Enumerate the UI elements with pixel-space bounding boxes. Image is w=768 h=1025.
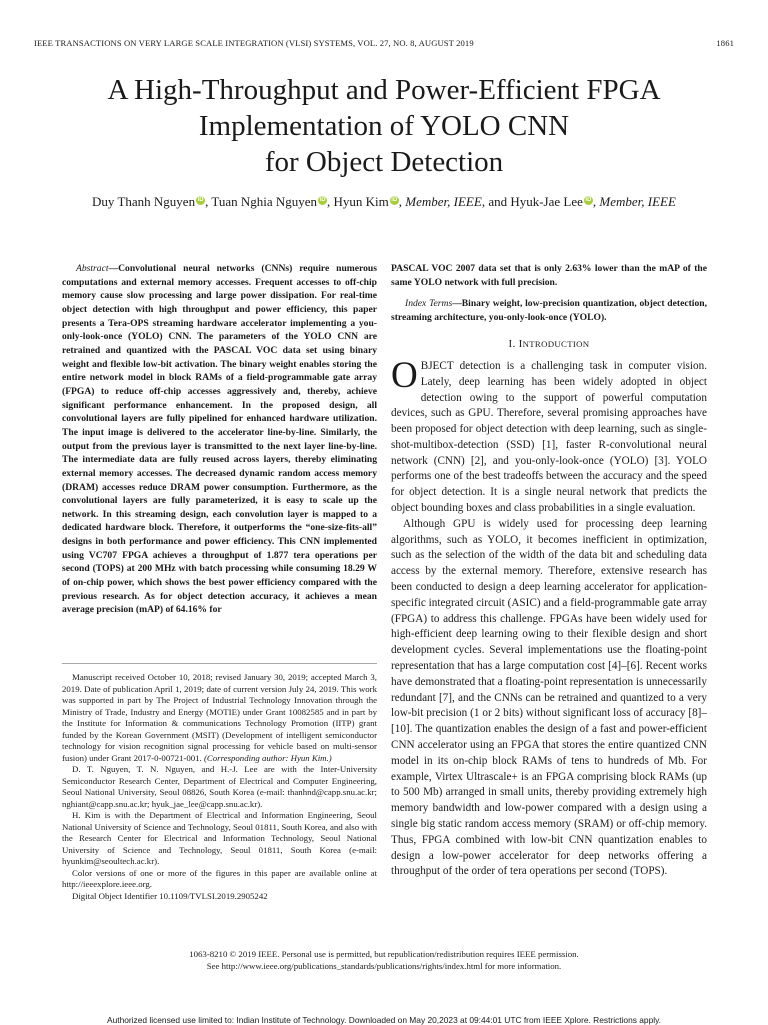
right-column bbox=[391, 262, 707, 880]
left-column bbox=[62, 262, 377, 617]
title-line-2: Implementation of YOLO CNN bbox=[198, 110, 570, 142]
index-terms bbox=[391, 297, 707, 324]
title-line-1: A High-Throughput and Power-Efficient FPGA bbox=[107, 74, 661, 106]
author-list: Duy Thanh Nguyen iD , Tuan Nghia Nguyen iD , Hyun Kim iD , Member, IEEE, and Hyuk-Jae Lee iD , Member, IEEE bbox=[92, 194, 676, 209]
abstract-dash: — bbox=[108, 263, 119, 274]
footnote-affiliation-1: D. T. Nguyen, T. N. Nguyen, and H.-J. Lee are with the Inter-University Semiconductor Research Center, Department of Electrical and Computer Engineering, Seoul National University, Seoul 08826, South Korea (e-mail: thanhnd@capp.snu.ac.kr; nghiant@capp.snu.ac.kr; hyuk_jae_lee@capp.snu.ac.kr). bbox=[62, 764, 377, 809]
index-terms-text: Binary weight, low-precision quantization, object detection, streaming architecture, you-only-look-once (YOLO). bbox=[391, 298, 708, 323]
copyright-line-1: 1063-8210 © 2019 IEEE. Personal use is permitted, but republication/redistribution requires IEEE permission. bbox=[189, 949, 579, 959]
footnote-divider bbox=[62, 663, 377, 664]
title-line-3: for Object Detection bbox=[264, 146, 504, 178]
orcid-icon[interactable]: iD bbox=[319, 197, 326, 203]
section-heading bbox=[391, 338, 707, 350]
running-header bbox=[34, 38, 734, 48]
journal-name: IEEE TRANSACTIONS ON VERY LARGE SCALE INTEGRATION (VLSI) SYSTEMS, VOL. 27, NO. 8, AUGUST 2019 bbox=[34, 38, 474, 48]
intro-paragraph-1 bbox=[391, 354, 707, 517]
footnote-text: Manuscript received October 10, 2018; revised January 30, 2019; accepted March 3, 2019. Date of publication April 1, 2019; date of current version July 24, 2019. This work was supported in part by The Project of Industrial Technology Innovation through the Ministry of Trade, Industry and Energy (MOTIE) under Grant 10082585 and in part by the Institute for Information & communications Technology Promotion (IITP) grant funded by the Korean Government (MSIT) (Development of intelligent semiconductor technology for vision recognition signal processing for vehicle based on multi-sensor fusion) under Grant 2017-0-00721-001. bbox=[62, 672, 377, 763]
footnote-manuscript bbox=[62, 672, 377, 764]
drop-cap: O bbox=[391, 354, 418, 396]
section-heading-initial: I bbox=[518, 337, 523, 350]
section-number: I. bbox=[508, 337, 516, 350]
author-role: Member, IEEE bbox=[405, 194, 482, 209]
footnote-color-note: Color versions of one or more of the figures in this paper are available online at http://ieeexplore.ieee.org. bbox=[62, 867, 377, 889]
abstract bbox=[62, 262, 377, 617]
intro-paragraph-2: Although GPU is widely used for processing deep learning algorithms, such as YOLO, it becomes inefficient in optimization, such as the selection of the width of the data bit and scheduling data access by the external memory. Therefore, extensive research has been conducted to design a deep learning accelerator for application-specific integrated circuit (ASIC) and a field-programmable gate array (FPGA) to address this challenge. FPGAs have been widely used for high-efficient deep learning owing to their flexible design and short development cycles. Several implementations use the floating-point representation that has a large computation cost [4]–[6]. Recent works have demonstrated that a floating-point representation is unnecessarily redundant [7], and the CNNs can be retrained and quantized to a very low-bit precision (1 or 2 bits) without significant loss of accuracy [8]–[10]. The quantization enables the design of a fast and power-efficient CNN accelerator using an FPGA that stores the entire quantized CNN model in its on-chip block RAMs of tens to hundreds of Mb. For example, Virtex Ultrascale+ is an FPGA comprising block RAMs (up to 500 Mb) arranged in small units, thereby providing extremely high memory bandwidth and low-power compared with a design using a single big static random access memory (SRAM) or off-chip memory. Thus, FPGA combined with low-bit CNN quantization enables to design a low-power accelerator for deep networks offering a throughput of the order of tera operations per second (TOPS). bbox=[391, 517, 707, 878]
author-name: Tuan Nghia Nguyen bbox=[211, 194, 318, 209]
orcid-icon[interactable]: iD bbox=[585, 197, 592, 203]
paragraph-text: BJECT detection is a challenging task in computer vision. Lately, deep learning has been widely adopted in object detection owing to the support of powerful computation devices, such as GPU. Therefore, several promising approaches have been proposed for object detection with deep learning, such as single-shot-multibox-detection (SSD) [1], faster R-convolutional neural network (CNN) [2], and you-only-look-once (YOLO) [3]. YOLO performs one of the best tradeoffs between the accuracy and the speed for object detection. It is a single neural network that predicts the object bounding boxes and class probabilities in a single evaluation. bbox=[391, 359, 707, 515]
license-notice: Authorized licensed use limited to: Indian Institute of Technology. Downloaded on May 20,2023 at 09:44:01 UTC from IEEE Xplore. Restrictions apply. bbox=[107, 1015, 661, 1025]
section-body bbox=[391, 354, 707, 880]
author-name: Hyuk-Jae Lee bbox=[510, 194, 583, 209]
footnotes bbox=[62, 672, 377, 902]
orcid-icon[interactable]: iD bbox=[197, 197, 204, 203]
author-role: Member, IEEE bbox=[599, 194, 676, 209]
paper-title bbox=[34, 72, 734, 180]
section-heading-rest: NTRODUCTION bbox=[522, 338, 590, 349]
footnote-affiliation-2: H. Kim is with the Department of Electrical and Information Engineering, Seoul National University of Science and Technology, Seoul 01811, South Korea, and also with the Research Center for Electrical and Information Technology, Seoul National University of Science and Technology, Seoul 01811, South Korea (e-mail: hyunkim@seoultech.ac.kr). bbox=[62, 810, 377, 866]
corresponding-author: (Corresponding author: Hyun Kim.) bbox=[203, 752, 332, 763]
copyright-line-2: See http://www.ieee.org/publications_standards/publications/rights/index.html for more information. bbox=[206, 960, 562, 971]
author-conjunction: and bbox=[488, 194, 508, 209]
page-number: 1861 bbox=[716, 38, 734, 48]
author-name: Duy Thanh Nguyen bbox=[92, 194, 196, 209]
author-name: Hyun Kim bbox=[333, 194, 389, 209]
footnote-doi: Digital Object Identifier 10.1109/TVLSI.2019.2905242 bbox=[72, 890, 268, 901]
index-terms-dash: — bbox=[452, 298, 462, 310]
orcid-icon[interactable]: iD bbox=[391, 197, 398, 203]
abstract-continuation: PASCAL VOC 2007 data set that is only 2.63% lower than the mAP of the same YOLO network with full precision. bbox=[391, 263, 707, 288]
abstract-label: Abstract bbox=[76, 263, 109, 274]
abstract-text: Convolutional neural networks (CNNs) require numerous computations and external memory accesses. Frequent accesses to off-chip memory cause slow processing and large power dissipation. For real-time object detection with high throughput and power efficiency, this paper presents a Tera-OPS streaming hardware accelerator implementing a you-only-look-once (YOLO) CNN. The parameters of the YOLO CNN are retrained and quantized with the PASCAL VOC data set using binary weight and flexible low-bit activation. The binary weight enables storing the entire network model in block RAMs of a field-programmable gate array (FPGA) to reduce off-chip accesses aggressively and, thereby, achieve significant performance enhancement. In the proposed design, all convolutional layers are fully pipelined for enhanced hardware utilization. The input image is delivered to the accelerator line-by-line. Similarly, the output from the previous layer is transmitted to the next layer line-by-line. The intermediate data are fully reused across layers, thereby eliminating external memory accesses. The decreased dynamic random access memory (DRAM) accesses reduce DRAM power consumption. Furthermore, as the convolutional layers are fully parameterized, it is easy to scale up the network. In this streaming design, each convolution layer is mapped to a dedicated hardware block. Therefore, it outperforms the “one-size-fits-all” designs in both performance and power efficiency. This CNN implemented using VC707 FPGA achieves a throughput of 1.877 tera operations per second (TOPS) at 200 MHz with batch processing while consuming 18.29 W of on-chip power, which shows the best power efficiency compared with the previous research. As for object detection accuracy, it achieves a mean average precision (mAP) of 64.16% for bbox=[62, 263, 377, 616]
copyright-notice bbox=[34, 949, 734, 972]
index-terms-label: Index Terms bbox=[405, 298, 453, 310]
